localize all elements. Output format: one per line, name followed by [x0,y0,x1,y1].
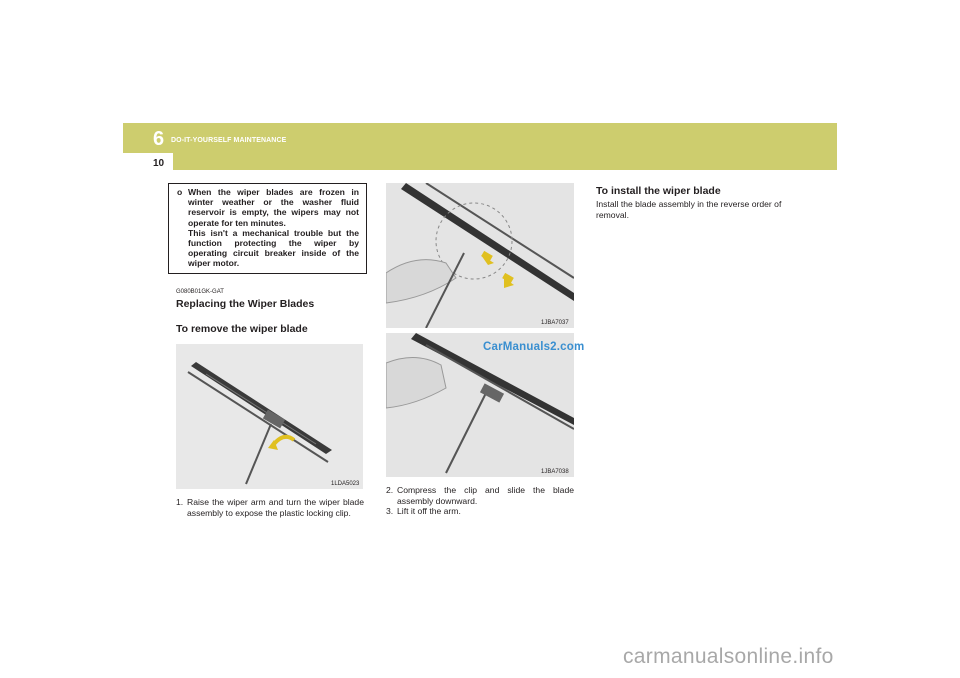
step-3-text: Lift it off the arm. [397,506,461,516]
wiper-blade-lift-illustration [386,333,574,477]
footer-watermark: carmanualsonline.info [623,645,834,668]
step-2 [386,485,574,506]
wiper-clip-compress-illustration [386,183,574,328]
wiper-raise-illustration [176,344,363,489]
chapter-header-band [123,123,837,170]
inline-watermark: CarManuals2.com [483,341,585,353]
figure-wiper-raise [176,344,363,489]
step-3-number: 3. [386,506,394,516]
figure-code-2: 1JBA7037 [541,320,569,326]
remove-heading: To remove the wiper blade [176,323,308,335]
page-tab-notch [123,153,173,170]
install-heading: To install the wiper blade [596,185,721,197]
figure-code-3: 1JBA7038 [541,469,569,475]
chapter-number: 6 [153,128,165,150]
figure-blade-lift [386,333,574,477]
section-code: G080B01GK-GAT [176,289,224,295]
note-line-2: This isn't a mechanical trouble but the function protecting the wiper by operating circuit breaker inside of the wiper motor. [188,227,359,269]
figure-code-1: 1LDA5023 [331,481,360,487]
note-line-1: When the wiper blades are frozen in winter weather or the washer fluid reservoir is empty, the wipers may not operate for ten minutes. [188,187,359,228]
step-1 [176,497,364,518]
figure-clip-compress [386,183,574,328]
step-1-text: Raise the wiper arm and turn the wiper blade assembly to expose the plastic locking clip. [187,497,364,518]
page-number: 10 [153,158,165,169]
step-2-text: Compress the clip and slide the blade assembly downward. [397,485,574,506]
step-3 [386,506,574,517]
caution-note-box [168,183,367,274]
note-bullet: o [177,187,183,197]
step-1-number: 1. [176,497,184,507]
section-title: Replacing the Wiper Blades [176,298,315,310]
install-text: Install the blade assembly in the reverse order of removal. [596,199,782,220]
chapter-title: DO-IT-YOURSELF MAINTENANCE [171,137,287,144]
step-2-number: 2. [386,485,394,495]
